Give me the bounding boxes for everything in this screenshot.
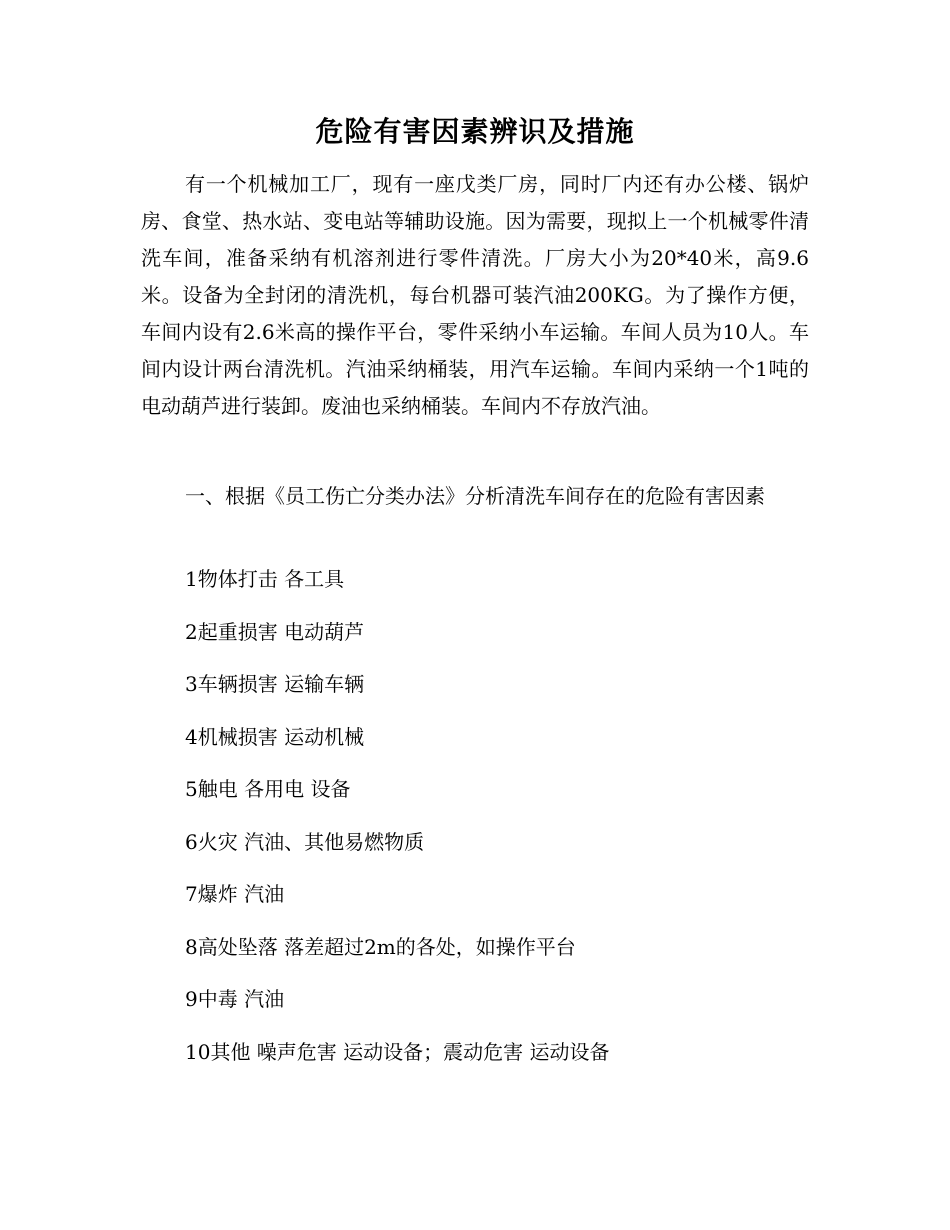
hazard-item: 4机械损害 运动机械	[185, 724, 365, 749]
hazard-item: 1物体打击 各工具	[185, 567, 345, 591]
hazard-item: 7爆炸 汽油	[185, 882, 285, 906]
intro-paragraph: 有一个机械加工厂，现有一座戊类厂房，同时厂内还有办公楼、锅炉房、食堂、热水站、变电站等辅助设施。因为需要，现拟上一个机械零件清洗车间，准备采纳有机溶剂进行零件清洗。厂房大小为20*40米，高9.6米。设备为全封闭的清洗机，每台机器可装汽油200KG。为了操作方便，车间内设有2.6米高的操作平台，零件采纳小车运输。车间人员为10人。车间内设计两台清洗机。汽油采纳桶装，用汽车运输。车间内采纳一个1吨的电动葫芦进行装卸。废油也采纳桶装。车间内不存放汽油。	[141, 172, 809, 418]
hazard-item: 9中毒 汽油	[185, 987, 285, 1011]
hazard-item: 10其他 噪声危害 运动设备；震动危害 运动设备	[185, 1039, 610, 1064]
hazard-list	[185, 566, 610, 1091]
hazard-item: 3车辆损害 运输车辆	[185, 672, 365, 696]
hazard-item: 5触电 各用电 设备	[185, 777, 351, 801]
section-heading: 一、根据《员工伤亡分类办法》分析清洗车间存在的危险有害因素	[185, 484, 765, 508]
hazard-item: 6火灾 汽油、其他易燃物质	[185, 829, 425, 854]
document-title: 危险有害因素辨识及措施	[315, 115, 635, 148]
hazard-item: 8高处坠落 落差超过2m的各处，如操作平台	[185, 934, 576, 959]
hazard-item: 2起重损害 电动葫芦	[185, 619, 365, 644]
